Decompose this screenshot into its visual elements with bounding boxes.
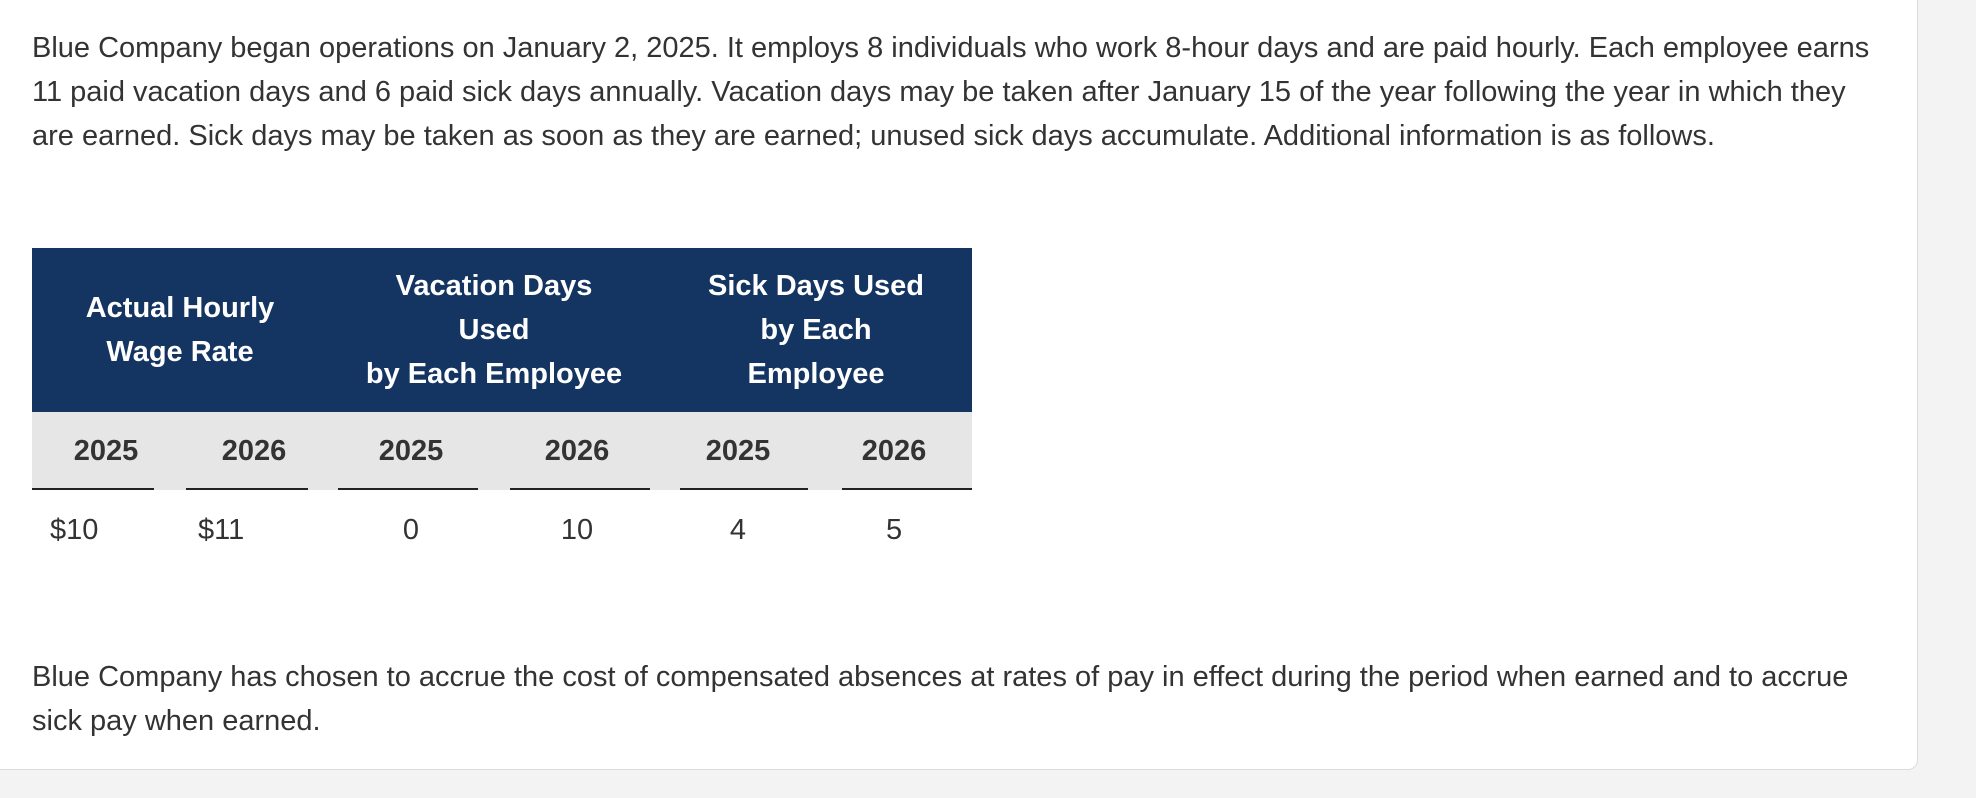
year-cell (180, 412, 328, 490)
header-line: by Each (760, 314, 872, 346)
year-row (32, 412, 972, 490)
header-line: Vacation Days (395, 270, 593, 302)
data-table-container (32, 248, 972, 570)
year-label: 2025 (378, 434, 444, 467)
header-vacation-days (328, 248, 660, 412)
year-cell (660, 412, 816, 490)
value-cell: 0 (402, 513, 420, 546)
underline-rule (338, 488, 478, 490)
underline-rule (510, 488, 650, 490)
year-cell (816, 412, 972, 490)
year-cell (328, 412, 494, 490)
year-label: 2026 (861, 434, 927, 467)
year-label: 2025 (73, 434, 139, 467)
year-label: 2025 (705, 434, 771, 467)
value-cell: $10 (50, 513, 99, 546)
underline-rule (842, 488, 972, 490)
data-table (32, 248, 972, 570)
header-line: Used (458, 314, 530, 346)
header-line: Employee (747, 358, 885, 390)
value-cell: 5 (885, 513, 903, 546)
year-cell (494, 412, 660, 490)
header-line: by Each Employee (365, 358, 623, 390)
header-line: Sick Days Used (708, 270, 925, 302)
table-header-row (32, 248, 972, 412)
header-line: Actual Hourly (85, 292, 275, 324)
header-line: Wage Rate (106, 336, 254, 368)
year-label: 2026 (221, 434, 287, 467)
underline-rule (186, 488, 308, 490)
value-cell: $11 (198, 513, 245, 546)
value-cell: 4 (729, 513, 747, 546)
underline-rule (32, 488, 154, 490)
intro-paragraph: Blue Company began operations on January 2, 2025. It employs 8 individuals who work 8-hour days and are paid hourly. Each employee earns 11 paid vacation days and 6 paid sick days annually. Vacation days may be taken after January 15 of the year following the year in which they are earned. Sick days may be taken as soon as they are earned; unused sick days accumulate. Additional information is as follows. (32, 32, 1870, 152)
year-label: 2026 (544, 434, 610, 467)
outro-paragraph: Blue Company has chosen to accrue the cost of compensated absences at rates of pay in effect during the period when earned and to accrue sick pay when earned. (32, 661, 1849, 737)
table-row (32, 490, 972, 570)
header-sick-days (660, 248, 972, 412)
underline-rule (680, 488, 808, 490)
year-cell (32, 412, 180, 490)
value-cell: 10 (560, 513, 594, 546)
header-wage-rate (32, 248, 328, 412)
